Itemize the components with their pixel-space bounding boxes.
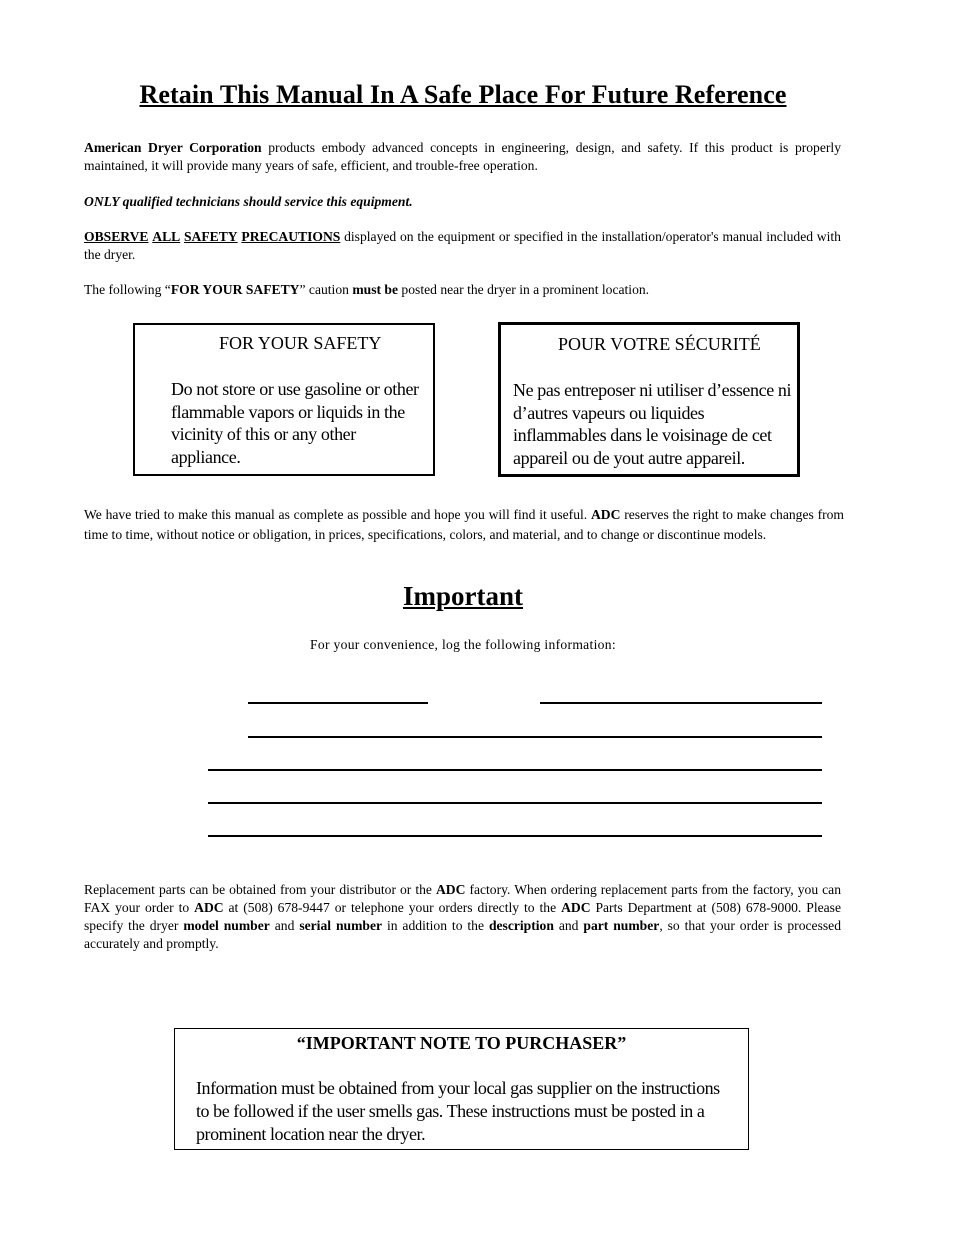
- purchaser-note-title: “IMPORTANT NOTE TO PURCHASER”: [296, 1033, 627, 1053]
- parts-bold: serial number: [299, 918, 383, 933]
- safety-box-english-body: Do not store or use gasoline or other flammable vapors or liquids in the vicinity of this or any other appliance.: [171, 379, 419, 467]
- following-mid: ” caution: [299, 282, 353, 297]
- qualified-notice: [84, 193, 841, 211]
- parts-bold: model number: [183, 918, 270, 933]
- log-line-1-right[interactable]: [540, 702, 822, 704]
- observe-word-2: ALL: [152, 229, 181, 244]
- following-bold-safety: FOR YOUR SAFETY: [170, 282, 300, 297]
- log-line-1-left[interactable]: [248, 702, 428, 704]
- following-paragraph: [84, 281, 841, 299]
- convenience-text: For your convenience, log the following information:: [310, 637, 616, 652]
- safety-box-english-title: FOR YOUR SAFETY: [219, 333, 382, 353]
- parts-text: , so that your order is processed accurately and promptly.: [84, 918, 841, 951]
- observe-word-1: OBSERVE: [84, 229, 149, 244]
- intro-text: products embody advanced concepts in engineering, design, and safety. If this product is properly maintained, it will provide many years of safe, efficient, and trouble-free operation.: [84, 140, 841, 173]
- parts-bold: ADC: [194, 900, 224, 915]
- parts-text: Replacement parts can be obtained from your distributor or the: [84, 882, 436, 897]
- observe-rest: displayed on the equipment or specified in the installation/operator's manual included with the dryer.: [84, 229, 841, 262]
- qualified-notice-text: ONLY qualified technicians should service this equipment.: [84, 194, 413, 209]
- manual-note-adc: ADC: [590, 507, 621, 522]
- manual-note-pre: We have tried to make this manual as complete as possible and hope you will find it useful.: [84, 507, 591, 522]
- company-name: American Dryer Corporation: [84, 140, 262, 155]
- log-line-5[interactable]: [208, 835, 822, 837]
- following-post: posted near the dryer in a prominent location.: [398, 282, 650, 297]
- parts-text: factory. When ordering replacement parts from the factory, you can FAX your order to: [84, 882, 841, 915]
- parts-bold: ADC: [561, 900, 591, 915]
- parts-text: and: [553, 918, 584, 933]
- parts-bold: part number: [583, 918, 660, 933]
- log-line-3[interactable]: [208, 769, 822, 771]
- observe-word-4: PRECAUTIONS: [241, 229, 341, 244]
- following-bold-mustbe: must be: [352, 282, 399, 297]
- purchaser-note-box: [174, 1028, 749, 1150]
- parts-text: and: [269, 918, 300, 933]
- manual-note-post: reserves the right to make changes from time to time, without notice or obligation, in prices, specifications, colors, and material, and to change or discontinue models.: [84, 507, 844, 542]
- observe-word-3: SAFETY: [183, 229, 238, 244]
- parts-text: at (508) 678-9447 or telephone your orders directly to the: [223, 900, 562, 915]
- page-title: Retain This Manual In A Safe Place For Future Reference: [139, 80, 787, 109]
- parts-text: Parts Department at (508) 678-9000. Please specify the dryer: [84, 900, 842, 933]
- log-line-4[interactable]: [208, 802, 822, 804]
- parts-bold: ADC: [435, 882, 466, 897]
- safety-box-french-title: POUR VOTRE SÉCURITÉ: [558, 334, 761, 354]
- safety-box-french-body: Ne pas entreposer ni utiliser d’essence ni d’autres vapeurs ou liquides inflammables dans le voisinage de cet appareil ou de yout autre appareil.: [513, 380, 792, 468]
- log-line-2[interactable]: [248, 736, 822, 738]
- parts-bold: description: [488, 918, 554, 933]
- safety-box-french: [498, 322, 800, 477]
- parts-text: in addition to the: [382, 918, 489, 933]
- parts-paragraph: [84, 881, 841, 953]
- purchaser-note-body: Information must be obtained from your local gas supplier on the instructions to be followed if the user smells gas. These instructions must be posted in a prominent location near the dryer.: [196, 1078, 720, 1144]
- intro-paragraph: [84, 139, 841, 175]
- safety-box-english: [133, 323, 435, 476]
- manual-note-paragraph: [84, 505, 844, 544]
- observe-paragraph: [84, 228, 841, 264]
- following-pre: The following “: [84, 282, 171, 297]
- important-heading: Important: [403, 581, 523, 611]
